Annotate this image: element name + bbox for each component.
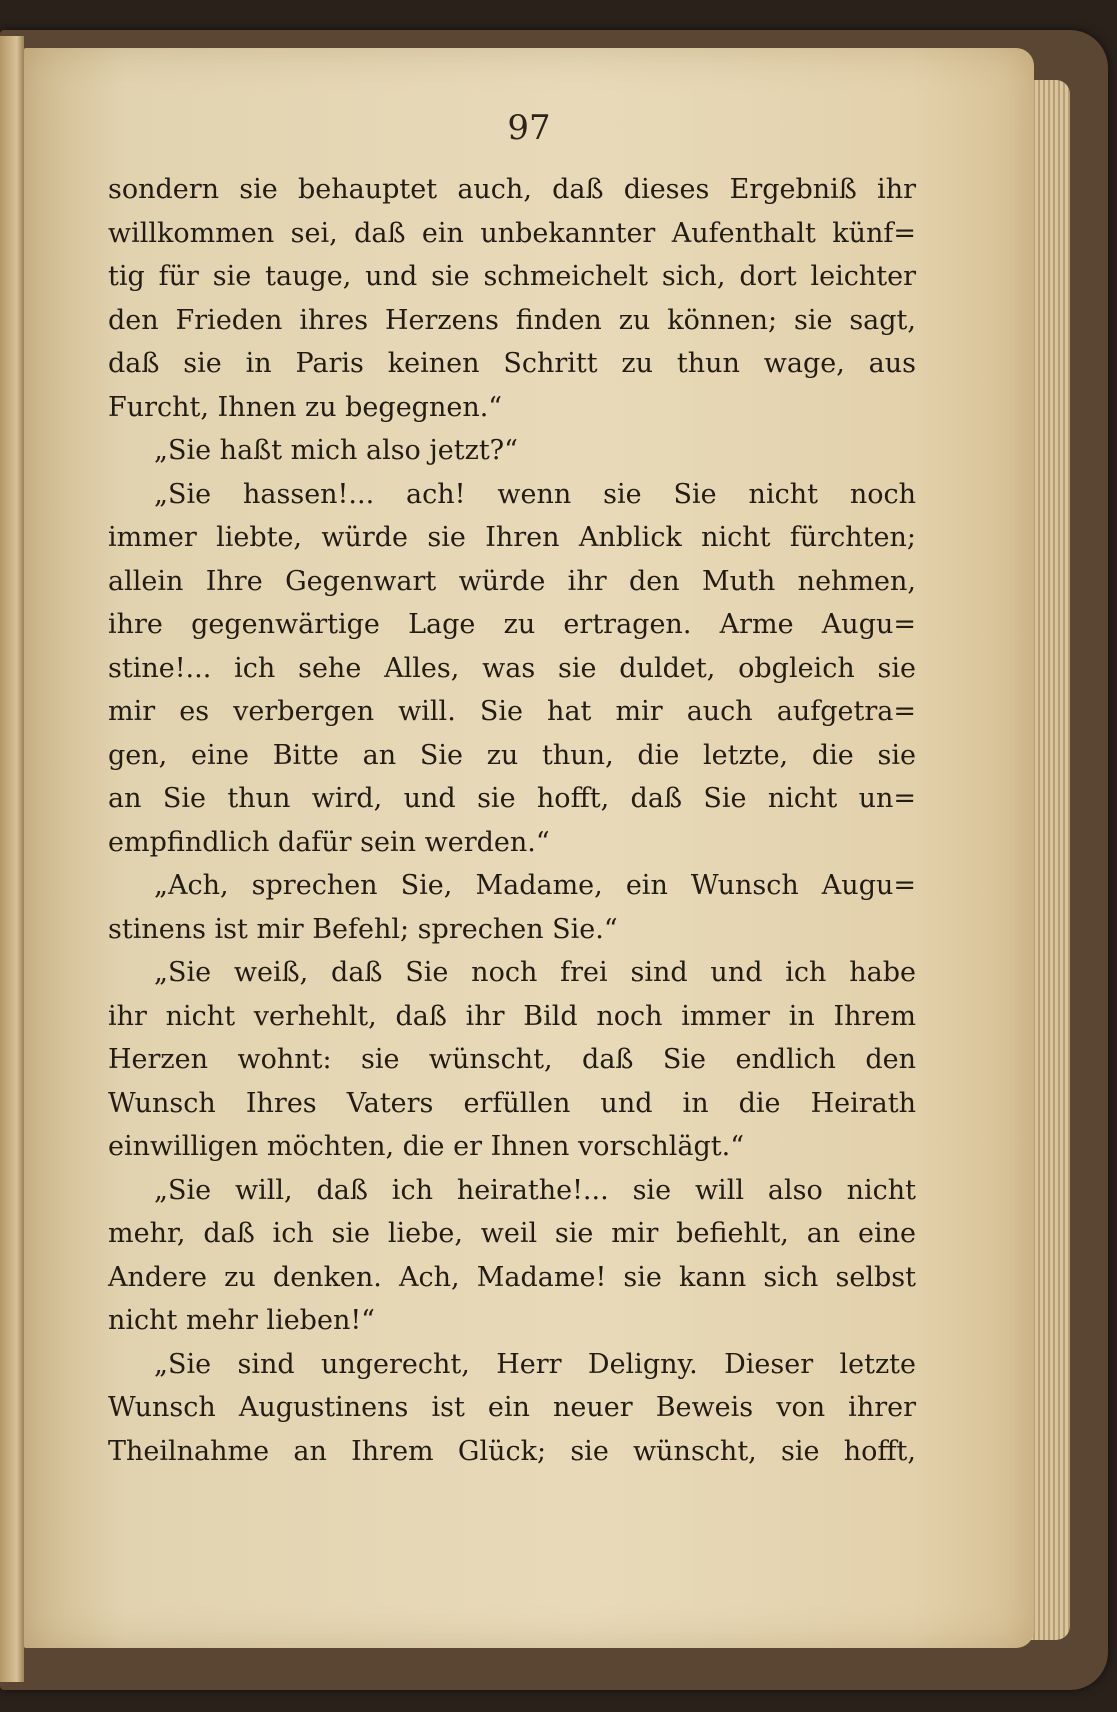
text-line: mehr, daß ich sie liebe, weil sie mir befiehlt, an eine [108, 1218, 916, 1249]
text-line: Wunsch Ihres Vaters erfüllen und in die Heirath [108, 1087, 916, 1119]
text-line: Wunsch Augustinens ist ein neuer Beweis von ihrer [108, 1392, 916, 1423]
text-line: „Sie hassen!... ach! wenn sie Sie nicht noch [154, 478, 916, 510]
text-line: „Sie haßt mich also jetzt?“ [154, 435, 518, 466]
page-edges [1030, 80, 1070, 1640]
text-line: empfindlich dafür sein werden.“ [108, 826, 550, 858]
text-line: Furcht, Ihnen zu begegnen.“ [108, 391, 503, 423]
text-line: sondern sie behauptet auch, daß dieses Ergebniß ihr [108, 174, 916, 205]
text-line: den Frieden ihres Herzens finden zu können; sie sagt, [108, 304, 916, 336]
text-line: an Sie thun wird, und sie hofft, daß Sie nicht un= [108, 783, 916, 814]
text-line: einwilligen möchten, die er Ihnen vorschlägt.“ [108, 1131, 745, 1162]
text-line: Theilnahme an Ihrem Glück; sie wünscht, sie hofft, [108, 1435, 916, 1467]
text-line: „Sie weiß, daß Sie noch frei sind und ich habe [154, 957, 916, 988]
text-line: daß sie in Paris keinen Schritt zu thun wage, aus [108, 348, 916, 379]
text-line: willkommen sei, daß ein unbekannter Aufenthalt künf= [108, 217, 916, 249]
previous-page-edge [0, 36, 24, 1682]
text-line: stinens ist mir Befehl; sprechen Sie.“ [108, 913, 618, 945]
page-text [108, 168, 916, 1473]
text-line: allein Ihre Gegenwart würde ihr den Muth nehmen, [108, 565, 916, 597]
text-line: gen, eine Bitte an Sie zu thun, die letzte, die sie [108, 739, 916, 771]
text-line: ihre gegenwärtige Lage zu ertragen. Arme Augu= [108, 609, 916, 640]
page-number: 97 [507, 108, 551, 148]
text-line: Andere zu denken. Ach, Madame! sie kann sich selbst [108, 1261, 916, 1293]
text-line: nicht mehr lieben!“ [108, 1305, 375, 1336]
text-line: immer liebte, würde sie Ihren Anblick nicht fürchten; [108, 522, 916, 553]
text-line: ihr nicht verhehlt, daß ihr Bild noch immer in Ihrem [108, 1000, 916, 1032]
text-line: „Sie will, daß ich heirathe!... sie will also nicht [154, 1174, 916, 1206]
text-line: tig für sie tauge, und sie schmeichelt sich, dort leichter [108, 261, 916, 292]
text-line: „Ach, sprechen Sie, Madame, ein Wunsch Augu= [154, 870, 916, 901]
text-line: mir es verbergen will. Sie hat mir auch aufgetra= [108, 696, 916, 727]
text-line: Herzen wohnt: sie wünscht, daß Sie endlich den [108, 1044, 916, 1075]
text-line: stine!... ich sehe Alles, was sie duldet, obgleich sie [108, 652, 916, 684]
text-line: „Sie sind ungerecht, Herr Deligny. Dieser letzte [154, 1348, 916, 1380]
book-page [24, 48, 1034, 1648]
